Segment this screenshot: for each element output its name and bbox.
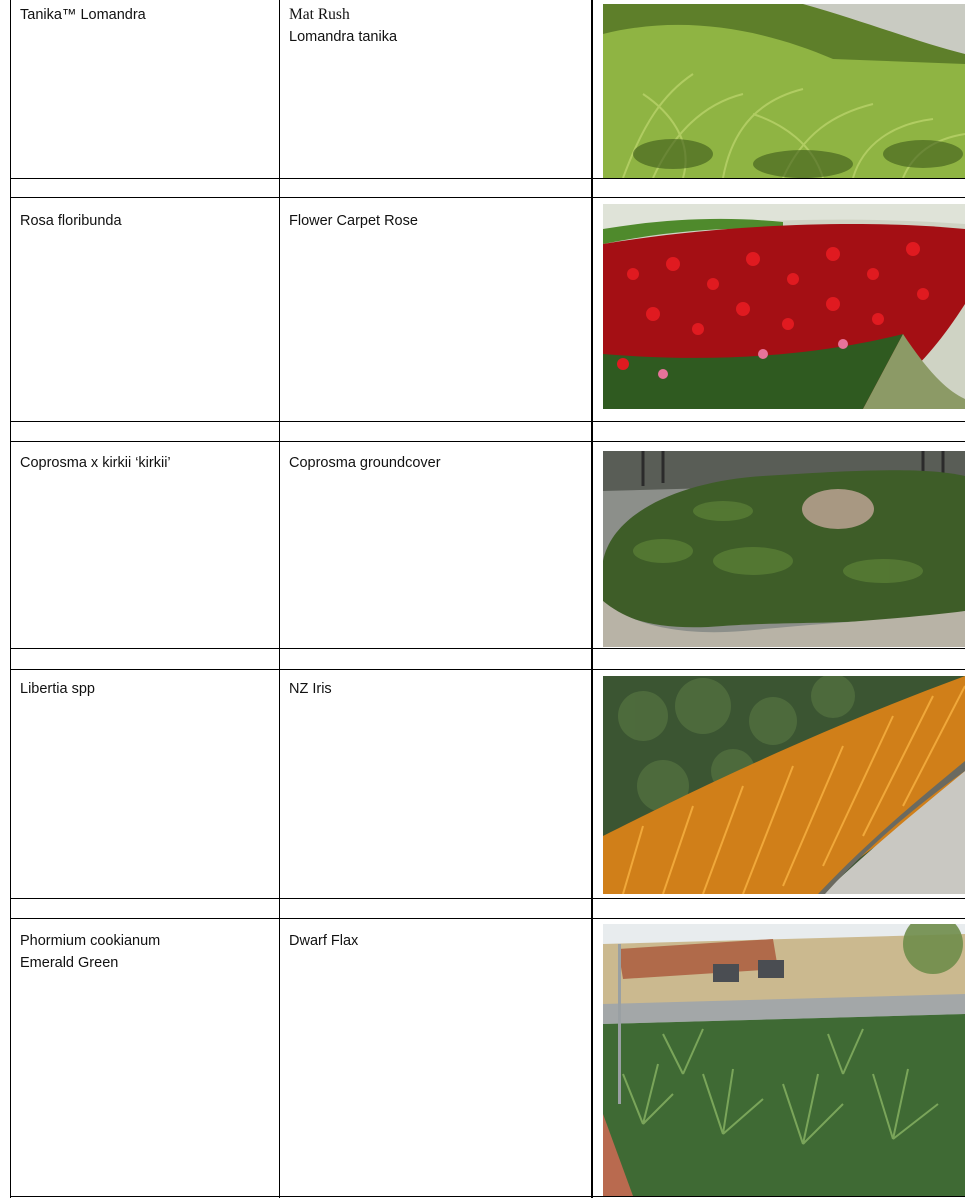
row-line xyxy=(10,1196,965,1197)
green-groundcover-photo xyxy=(603,451,965,647)
botanical-name-cell xyxy=(20,452,270,474)
common-name: Mat Rush xyxy=(289,6,350,23)
red-rose-bed-photo xyxy=(603,204,965,409)
botanical-name: Libertia spp xyxy=(20,681,95,697)
botanical-name-cell xyxy=(20,930,270,974)
common-name: NZ Iris xyxy=(289,681,332,697)
botanical-name: Tanika™ Lomandra xyxy=(20,7,146,23)
common-name: Dwarf Flax xyxy=(289,933,359,949)
row-line xyxy=(10,421,965,422)
table-divider-1 xyxy=(279,0,280,1198)
table-border-left xyxy=(10,0,11,1198)
common-name-cell xyxy=(289,930,584,952)
row-line xyxy=(10,669,965,670)
common-name-line-2: Lomandra tanika xyxy=(289,29,398,45)
row-line xyxy=(10,648,965,649)
common-name-cell xyxy=(289,452,584,474)
botanical-name: Rosa floribunda xyxy=(20,213,122,229)
row-line xyxy=(10,178,965,179)
botanical-name-cell xyxy=(20,678,270,700)
flax-planting-photo xyxy=(603,924,965,1196)
common-name-cell xyxy=(289,678,584,700)
botanical-name: Phormium cookianum xyxy=(20,933,161,949)
row-line xyxy=(10,441,965,442)
grass-tussock-photo xyxy=(603,4,965,178)
botanical-name-line-2: Emerald Green xyxy=(20,955,119,971)
row-line xyxy=(10,918,965,919)
botanical-name-cell xyxy=(20,4,270,26)
common-name: Coprosma groundcover xyxy=(289,455,441,471)
row-line xyxy=(10,197,965,198)
table-divider-2 xyxy=(591,0,593,1198)
botanical-name-cell xyxy=(20,210,270,232)
common-name: Flower Carpet Rose xyxy=(289,213,418,229)
row-line xyxy=(10,898,965,899)
common-name-cell xyxy=(289,210,584,232)
common-name-cell xyxy=(289,4,584,48)
botanical-name: Coprosma x kirkii ‘kirkii’ xyxy=(20,455,171,471)
orange-iris-border-photo xyxy=(603,676,965,894)
